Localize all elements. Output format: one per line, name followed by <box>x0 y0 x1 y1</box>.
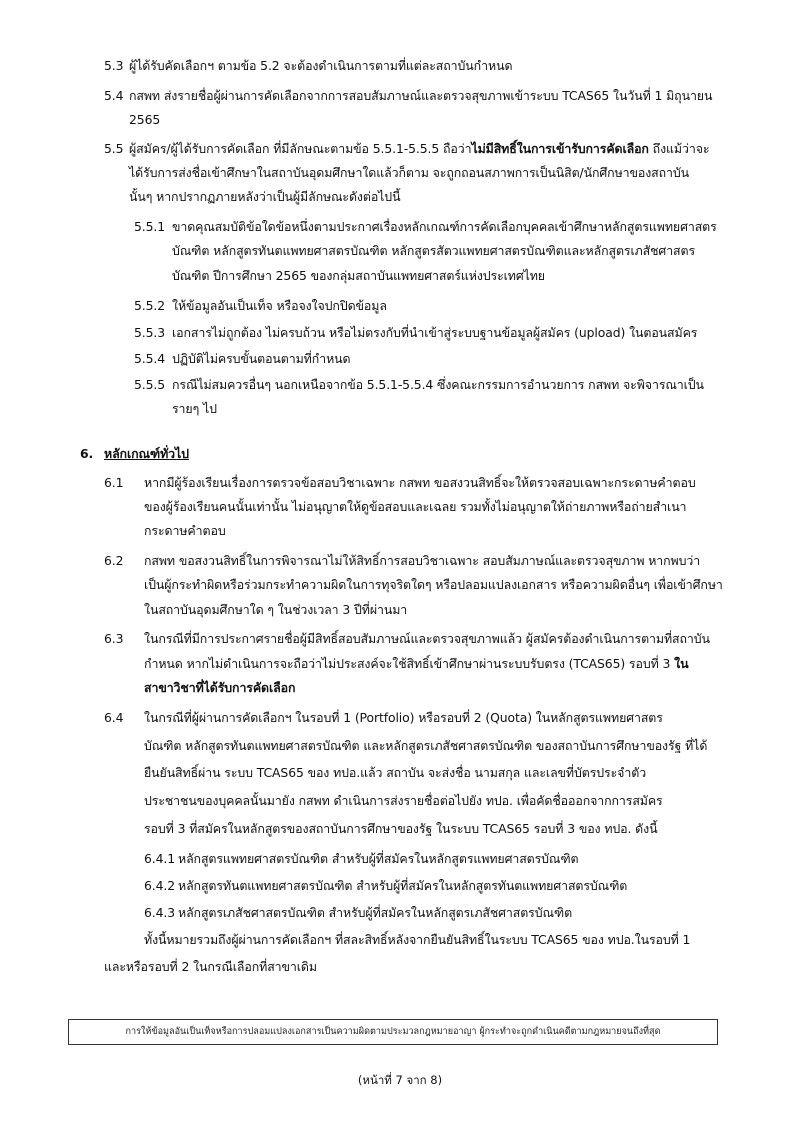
item-text: ผู้ได้รับคัดเลือกฯ ตามข้อ 5.2 จะต้องดำเนินการตามที่แต่ละสถาบันกำหนด <box>129 58 513 73</box>
item-6-3-line-3: สาขาวิชาที่ได้รับการคัดเลือก <box>144 680 296 695</box>
item-number: 6.3 <box>104 631 124 646</box>
item-6-2-line-3: ในสถาบันอุดมศึกษาใด ๆ ในช่วงเวลา 3 ปีที่ผ่านมา <box>144 602 408 617</box>
item-text: หลักสูตรเภสัชศาสตรบัณฑิต สำหรับผู้ที่สมัครในหลักสูตรเภสัชศาสตรบัณฑิต <box>178 905 573 920</box>
item-number: 6.2 <box>104 553 124 568</box>
item-6-3 <box>104 631 710 647</box>
item-5-5 <box>104 141 709 157</box>
section-title: หลักเกณฑ์ทั่วไป <box>104 446 189 461</box>
item-5-5-4 <box>134 351 351 367</box>
item-5-5-1-line-2: บัณฑิต หลักสูตรทันตแพทยศาสตรบัณฑิต หลักสูตรสัตวแพทยศาสตรบัณฑิตและหลักสูตรเภสัชศาสตร <box>172 243 696 258</box>
item-6-1-line-3: กระดาษคำตอบ <box>144 523 226 538</box>
item-5-5-1-line-3: บัณฑิต ปีการศึกษา 2565 ของกลุ่มสถาบันแพทยศาสตร์แห่งประเทศไทย <box>172 268 545 283</box>
item-5-3 <box>104 58 512 74</box>
item-number: 5.4 <box>104 88 124 103</box>
item-text: ในกรณีที่มีการประกาศรายชื่อผู้มีสิทธิ์สอบสัมภาษณ์และตรวจสุขภาพแล้ว ผู้สมัครต้องดำเนินการตามที่สถาบัน <box>144 631 710 646</box>
item-6-4 <box>104 710 663 726</box>
item-text: กรณีไม่สมควรอื่นๆ นอกเหนือจากข้อ 5.5.1-5.5.4 ซึ่งคณะกรรมการอำนวยการ กสพท จะพิจารณาเป็น <box>172 377 704 392</box>
item-text: ผู้สมัคร/ผู้ได้รับการคัดเลือก ที่มีลักษณะตามข้อ 5.5.1-5.5.5 ถือว่า <box>129 141 472 156</box>
item-6-4-note-line-2: และหรือรอบที่ 2 ในกรณีเลือกที่สาขาเดิม <box>104 959 317 974</box>
item-text: เอกสารไม่ถูกต้อง ไม่ครบถ้วน หรือไม่ตรงกับที่นำเข้าสู่ระบบฐานข้อมูลผู้สมัคร (upload) ในตอนสมัคร <box>172 325 698 340</box>
item-number: 6.4 <box>104 710 124 725</box>
item-number: 5.5.1 <box>134 219 166 234</box>
item-5-5-1 <box>134 219 717 235</box>
item-6-4-2 <box>144 878 627 894</box>
item-6-4-note-line-1: ทั้งนี้หมายรวมถึงผู้ผ่านการคัดเลือกฯ ที่สละสิทธิ์หลังจากยืนยันสิทธิ์ในระบบ TCAS65 ของ ทปอ.ในรอบที่ 1 <box>144 932 691 947</box>
item-number: 5.5.5 <box>134 377 166 392</box>
section-number: 6. <box>80 446 94 461</box>
item-5-4 <box>104 88 712 104</box>
item-6-4-line-4: ประชาชนของบุคคลนั้นมายัง กสพท ดำเนินการส่งรายชื่อต่อไปยัง ทปอ. เพื่อคัดชื่อออกจากการสมัคร <box>144 793 663 808</box>
item-6-3-line-2 <box>144 656 688 672</box>
item-5-5-2 <box>134 298 387 314</box>
item-text: หลักสูตรแพทยศาสตรบัณฑิต สำหรับผู้ที่สมัครในหลักสูตรแพทยศาสตรบัณฑิต <box>178 851 579 866</box>
item-text: กสพท ขอสงวนสิทธิ์ในการพิจารณาไม่ให้สิทธิ์การสอบวิชาเฉพาะ สอบสัมภาษณ์และตรวจสุขภาพ หากพบว่า <box>144 553 701 568</box>
page-number: (หน้าที่ 7 จาก 8) <box>357 1073 443 1087</box>
item-6-4-line-5: รอบที่ 3 ที่สมัครในหลักสูตรของสถาบันการศึกษาของรัฐ ในระบบ TCAS65 รอบที่ 3 ของ ทปอ. ดังนี้ <box>144 821 658 836</box>
item-text: ขาดคุณสมบัติข้อใดข้อหนึ่งตามประกาศเรื่องหลักเกณฑ์การคัดเลือกบุคคลเข้าศึกษาหลักสูตรแพทยศาสตร <box>172 219 717 234</box>
item-text: หากมีผู้ร้องเรียนเรื่องการตรวจข้อสอบวิชาเฉพาะ กสพท ขอสงวนสิทธิ์จะให้ตรวจสอบเฉพาะกระดาษคำตอบ <box>144 475 696 490</box>
item-text-bold: ไม่มีสิทธิ์ในการเข้ารับการคัดเลือก <box>471 141 649 156</box>
item-number: 6.1 <box>104 475 124 490</box>
item-6-4-3 <box>144 905 572 921</box>
section-6-heading <box>80 446 189 462</box>
item-text: กสพท ส่งรายชื่อผู้ผ่านการคัดเลือกจากการสอบสัมภาษณ์และตรวจสุขภาพเข้าระบบ TCAS65 ในวันที่ 1 มิถุนายน <box>129 88 713 103</box>
item-text: ปฏิบัติไม่ครบขั้นตอนตามที่กำหนด <box>172 351 351 366</box>
item-6-4-1 <box>144 851 578 867</box>
item-5-5-5-line-2: รายๆ ไป <box>172 401 217 416</box>
item-number: 5.5 <box>104 141 124 156</box>
item-number: 6.4.1 <box>144 851 176 866</box>
item-number: 6.4.2 <box>144 878 176 893</box>
item-6-4-line-3: ยืนยันสิทธิ์ผ่าน ระบบ TCAS65 ของ ทปอ.แล้ว สถาบัน จะส่งชื่อ นามสกุล และเลขที่บัตรประจำตัว <box>144 765 647 780</box>
legal-warning-text: การให้ข้อมูลอันเป็นเท็จหรือการปลอมแปลงเอกสารเป็นความผิดตามประมวลกฎหมายอาญา ผู้กระทำจะถูกดำเนินคดีตามกฎหมายจนถึงที่สุด <box>125 1026 661 1037</box>
item-number: 5.5.4 <box>134 351 166 366</box>
item-text: ให้ข้อมูลอันเป็นเท็จ หรือจงใจปกปิดข้อมูล <box>172 298 387 313</box>
item-number: 6.4.3 <box>144 905 176 920</box>
item-5-5-line-3: นั้นๆ หากปรากฏภายหลังว่าเป็นผู้มีลักษณะดังต่อไปนี้ <box>129 189 401 204</box>
item-text: หลักสูตรทันตแพทยศาสตรบัณฑิต สำหรับผู้ที่สมัครในหลักสูตรทันตแพทยศาสตรบัณฑิต <box>178 878 628 893</box>
item-6-1 <box>104 475 696 491</box>
item-number: 5.5.2 <box>134 298 166 313</box>
item-text-bold: ใน <box>674 656 689 671</box>
item-number: 5.3 <box>104 58 124 73</box>
item-5-4-line-2: 2565 <box>129 112 161 127</box>
item-6-2-line-2: เป็นผู้กระทำผิดหรือร่วมกระทำความผิดในการทุจริตใดๆ หรือปลอมแปลงเอกสาร หรือความผิดอื่นๆ เพื่อเข้าศึกษา <box>144 577 723 592</box>
item-6-4-line-2: บัณฑิต หลักสูตรทันตแพทยศาสตรบัณฑิต และหลักสูตรเภสัชศาสตรบัณฑิต ของสถาบันการศึกษาของรัฐ ที่ได้ <box>144 738 708 753</box>
item-text: ถึงแม้ว่าจะ <box>648 141 710 156</box>
item-5-5-line-2: ได้รับการส่งชื่อเข้าศึกษาในสถาบันอุดมศึกษาใดแล้วก็ตาม จะถูกถอนสภาพการเป็นนิสิต/นักศึกษาของสถาบัน <box>129 165 690 180</box>
item-number: 5.5.3 <box>134 325 166 340</box>
item-5-5-3 <box>134 325 697 341</box>
item-6-1-line-2: ของผู้ร้องเรียนคนนั้นเท่านั้น ไม่อนุญาตให้ดูข้อสอบและเฉลย รวมทั้งไม่อนุญาตให้ถ่ายภาพหรือถ่ายสำเนา <box>144 499 687 514</box>
item-6-2 <box>104 553 700 569</box>
item-text: ในกรณีที่ผู้ผ่านการคัดเลือกฯ ในรอบที่ 1 (Portfolio) หรือรอบที่ 2 (Quota) ในหลักสูตรแพทยศาสตร <box>144 710 663 725</box>
item-text: กำหนด หากไม่ดำเนินการจะถือว่าไม่ประสงค์จะใช้สิทธิ์เข้าศึกษาผ่านระบบรับตรง (TCAS65) รอบที่ 3 <box>144 656 675 671</box>
legal-warning-box <box>68 1019 718 1045</box>
item-5-5-5 <box>134 377 704 393</box>
